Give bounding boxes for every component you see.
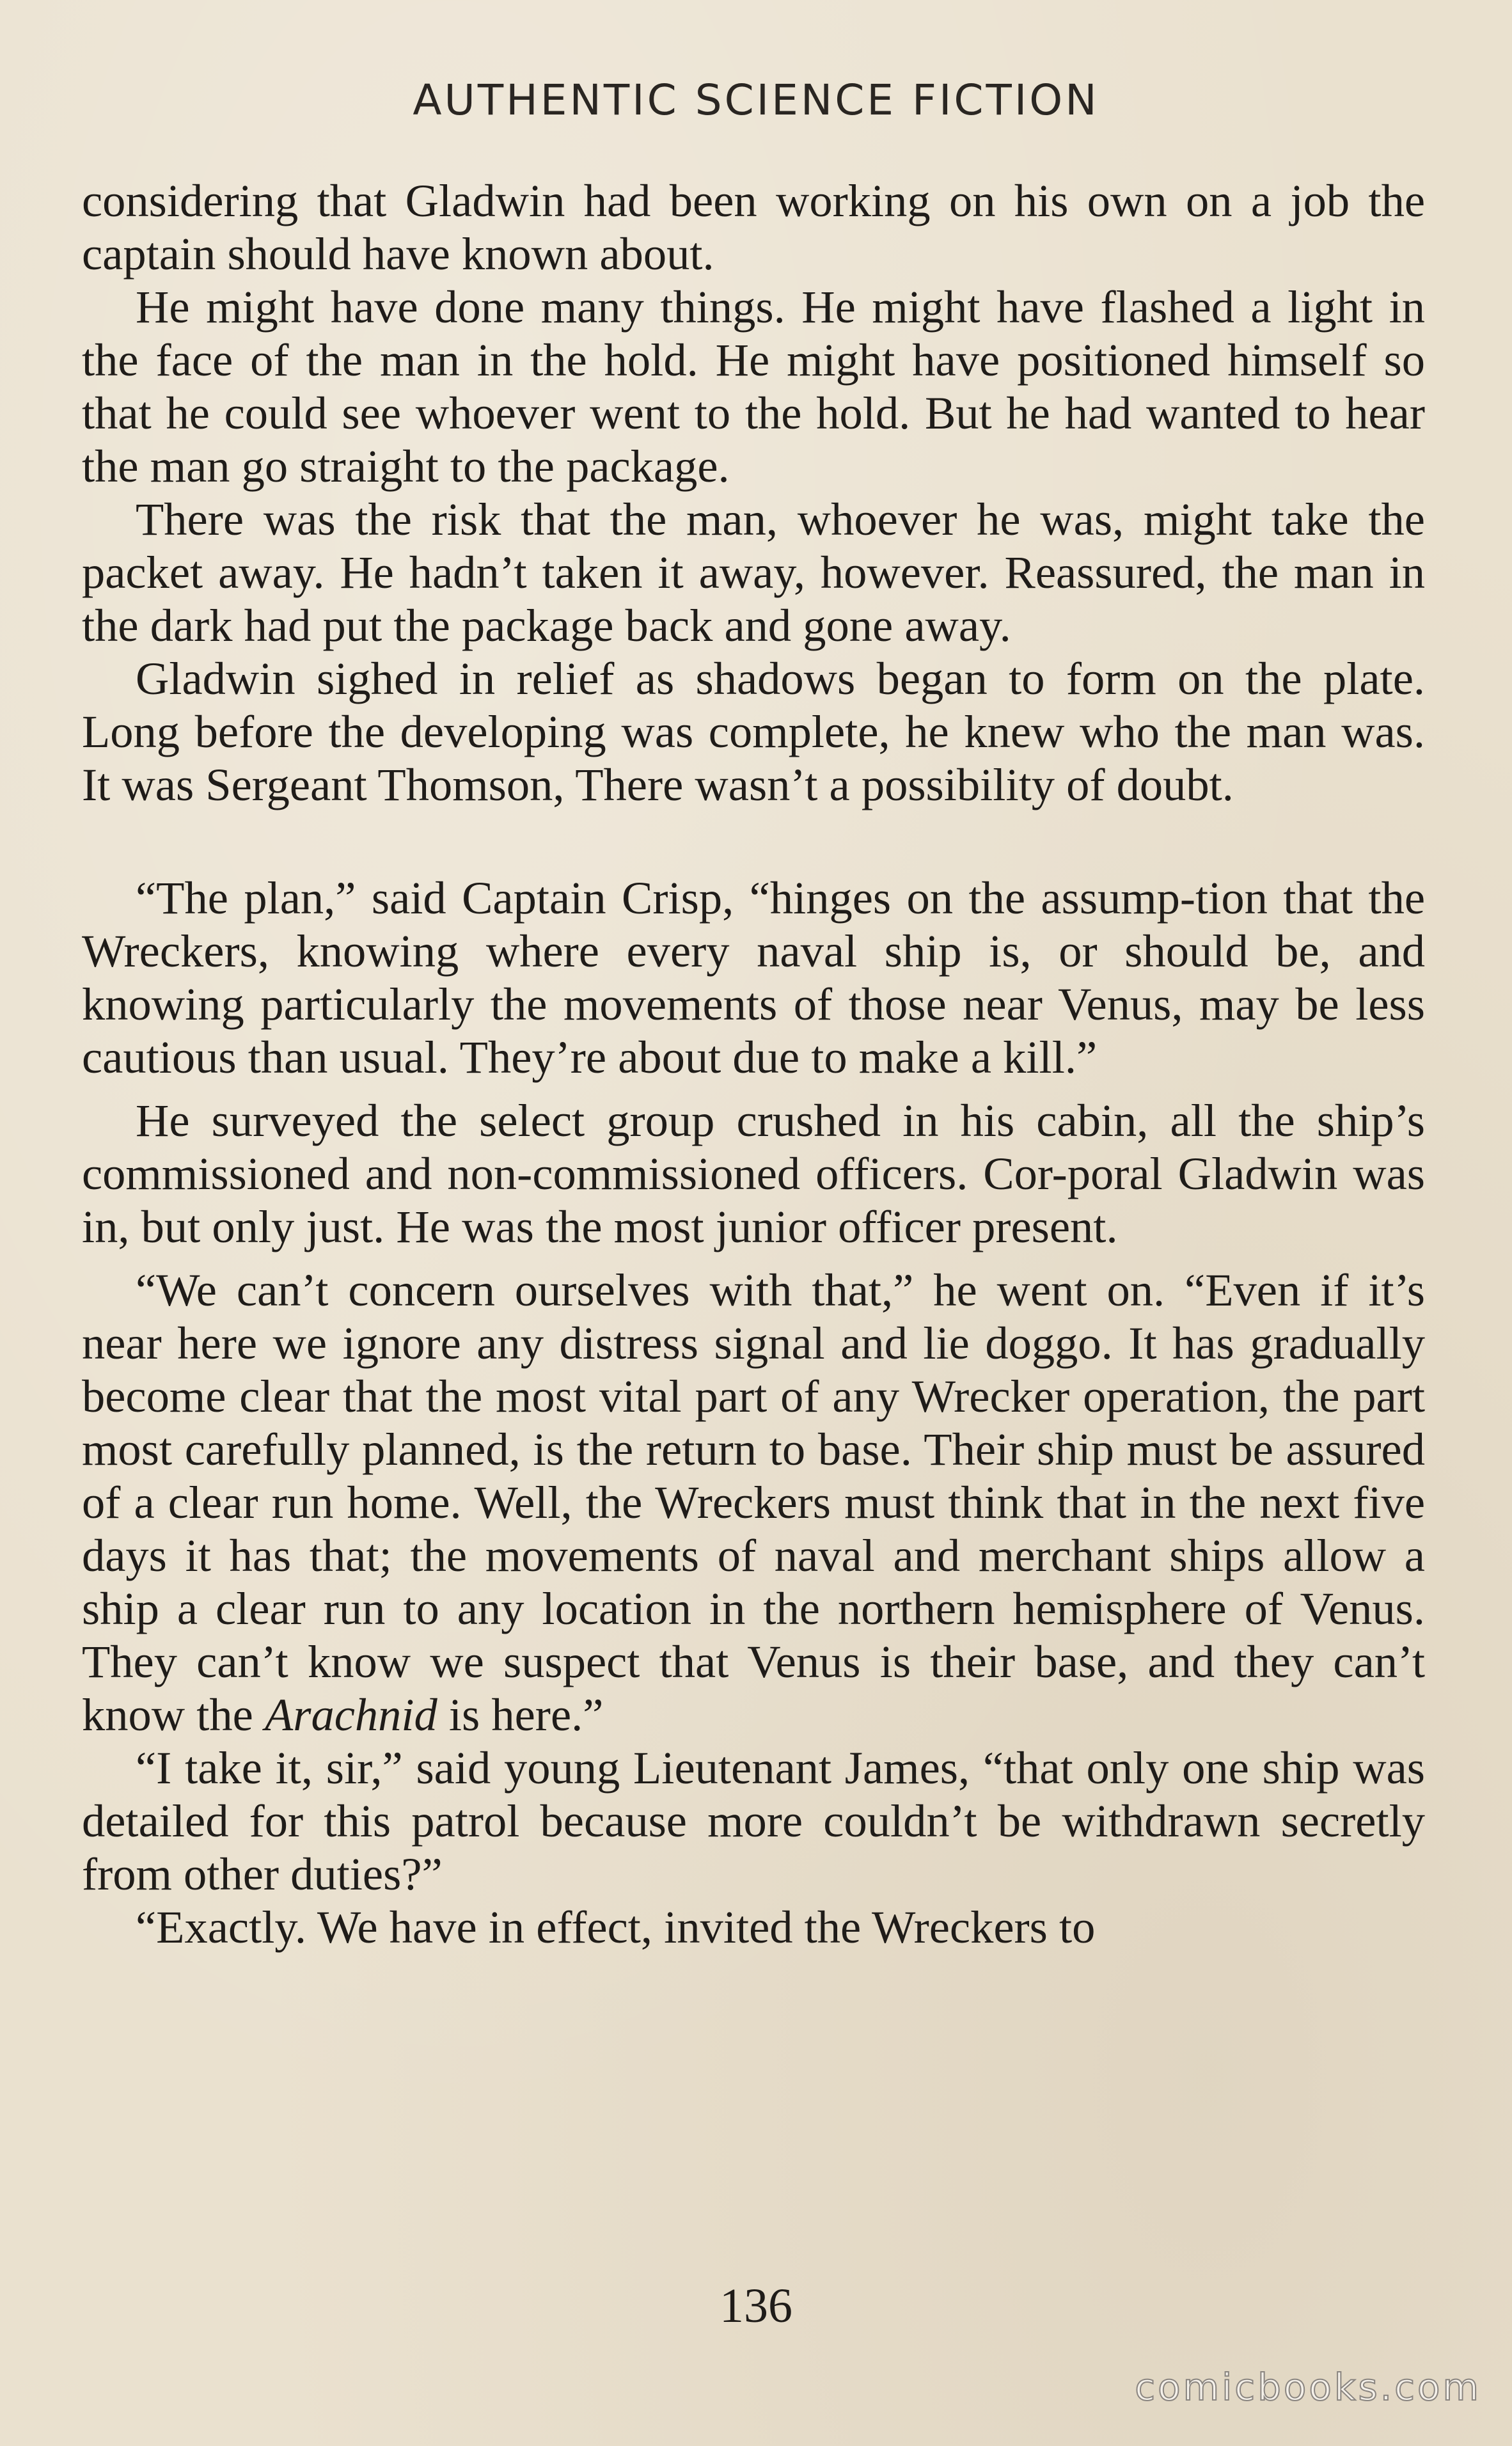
ship-name: Arachnid xyxy=(264,1689,437,1740)
paragraph: “I take it, sir,” said young Lieutenant James, “that only one ship was detailed for this patrol because more couldn’t be withdrawn secretly from other duties?” xyxy=(82,1742,1425,1900)
paragraph: “Exactly. We have in effect, invited the Wreckers to xyxy=(136,1901,1096,1953)
paragraph: He might have done many things. He might have flashed a light in the face of the man in the hold. He might have positioned himself so that he could see whoever went to the hold. But he had wanted to hear the man go straight to the package. xyxy=(82,281,1425,492)
paragraph xyxy=(82,1263,1425,1741)
paragraph: Gladwin sighed in relief as shadows began to form on the plate. Long before the developing was complete, he knew who the man was. It was Sergeant Thomson, There wasn’t a possibility of doubt. xyxy=(82,652,1425,810)
running-head: AUTHENTIC SCIENCE FICTION xyxy=(413,75,1099,125)
paragraph-tail: is here.” xyxy=(437,1689,604,1740)
paragraph: There was the risk that the man, whoever he was, might take the packet away. He hadn’t taken it away, however. Reassured, the man in the dark had put the package back and gone away. xyxy=(82,493,1425,651)
paragraph: He surveyed the select group crushed in his cabin, all the ship’s commissioned and non-commissioned officers. Cor-poral Gladwin was in, but only just. He was the most junior officer present. xyxy=(82,1094,1425,1252)
paragraph: “The plan,” said Captain Crisp, “hinges on the assump-tion that the Wreckers, knowing where every naval ship is, or should be, and knowing particularly the movements of those near Venus, may be less cautious than usual. They’re about due to make a kill.” xyxy=(82,872,1425,1083)
paragraph: considering that Gladwin had been working on his own on a job the captain should have known about. xyxy=(82,175,1425,280)
body-text xyxy=(82,174,1425,1953)
page-number: 136 xyxy=(720,2279,792,2333)
watermark: comicbooks.com xyxy=(1135,2365,1481,2409)
paragraph-text: “We can’t concern ourselves with that,” he went on. “Even if it’s near here we ignore any distress signal and lie doggo. It has gradually become clear that the most vital part of any Wrecker operation, the part most carefully planned, is the return to base. Their ship must be assured of a clear run home. Well, the Wreckers must think that in the next five days it has that; the movements of naval and merchant ships allow a ship a clear run to any location in the northern hemisphere of Venus. They can’t know we suspect that Venus is their base, and they can’t know the xyxy=(82,1264,1425,1740)
